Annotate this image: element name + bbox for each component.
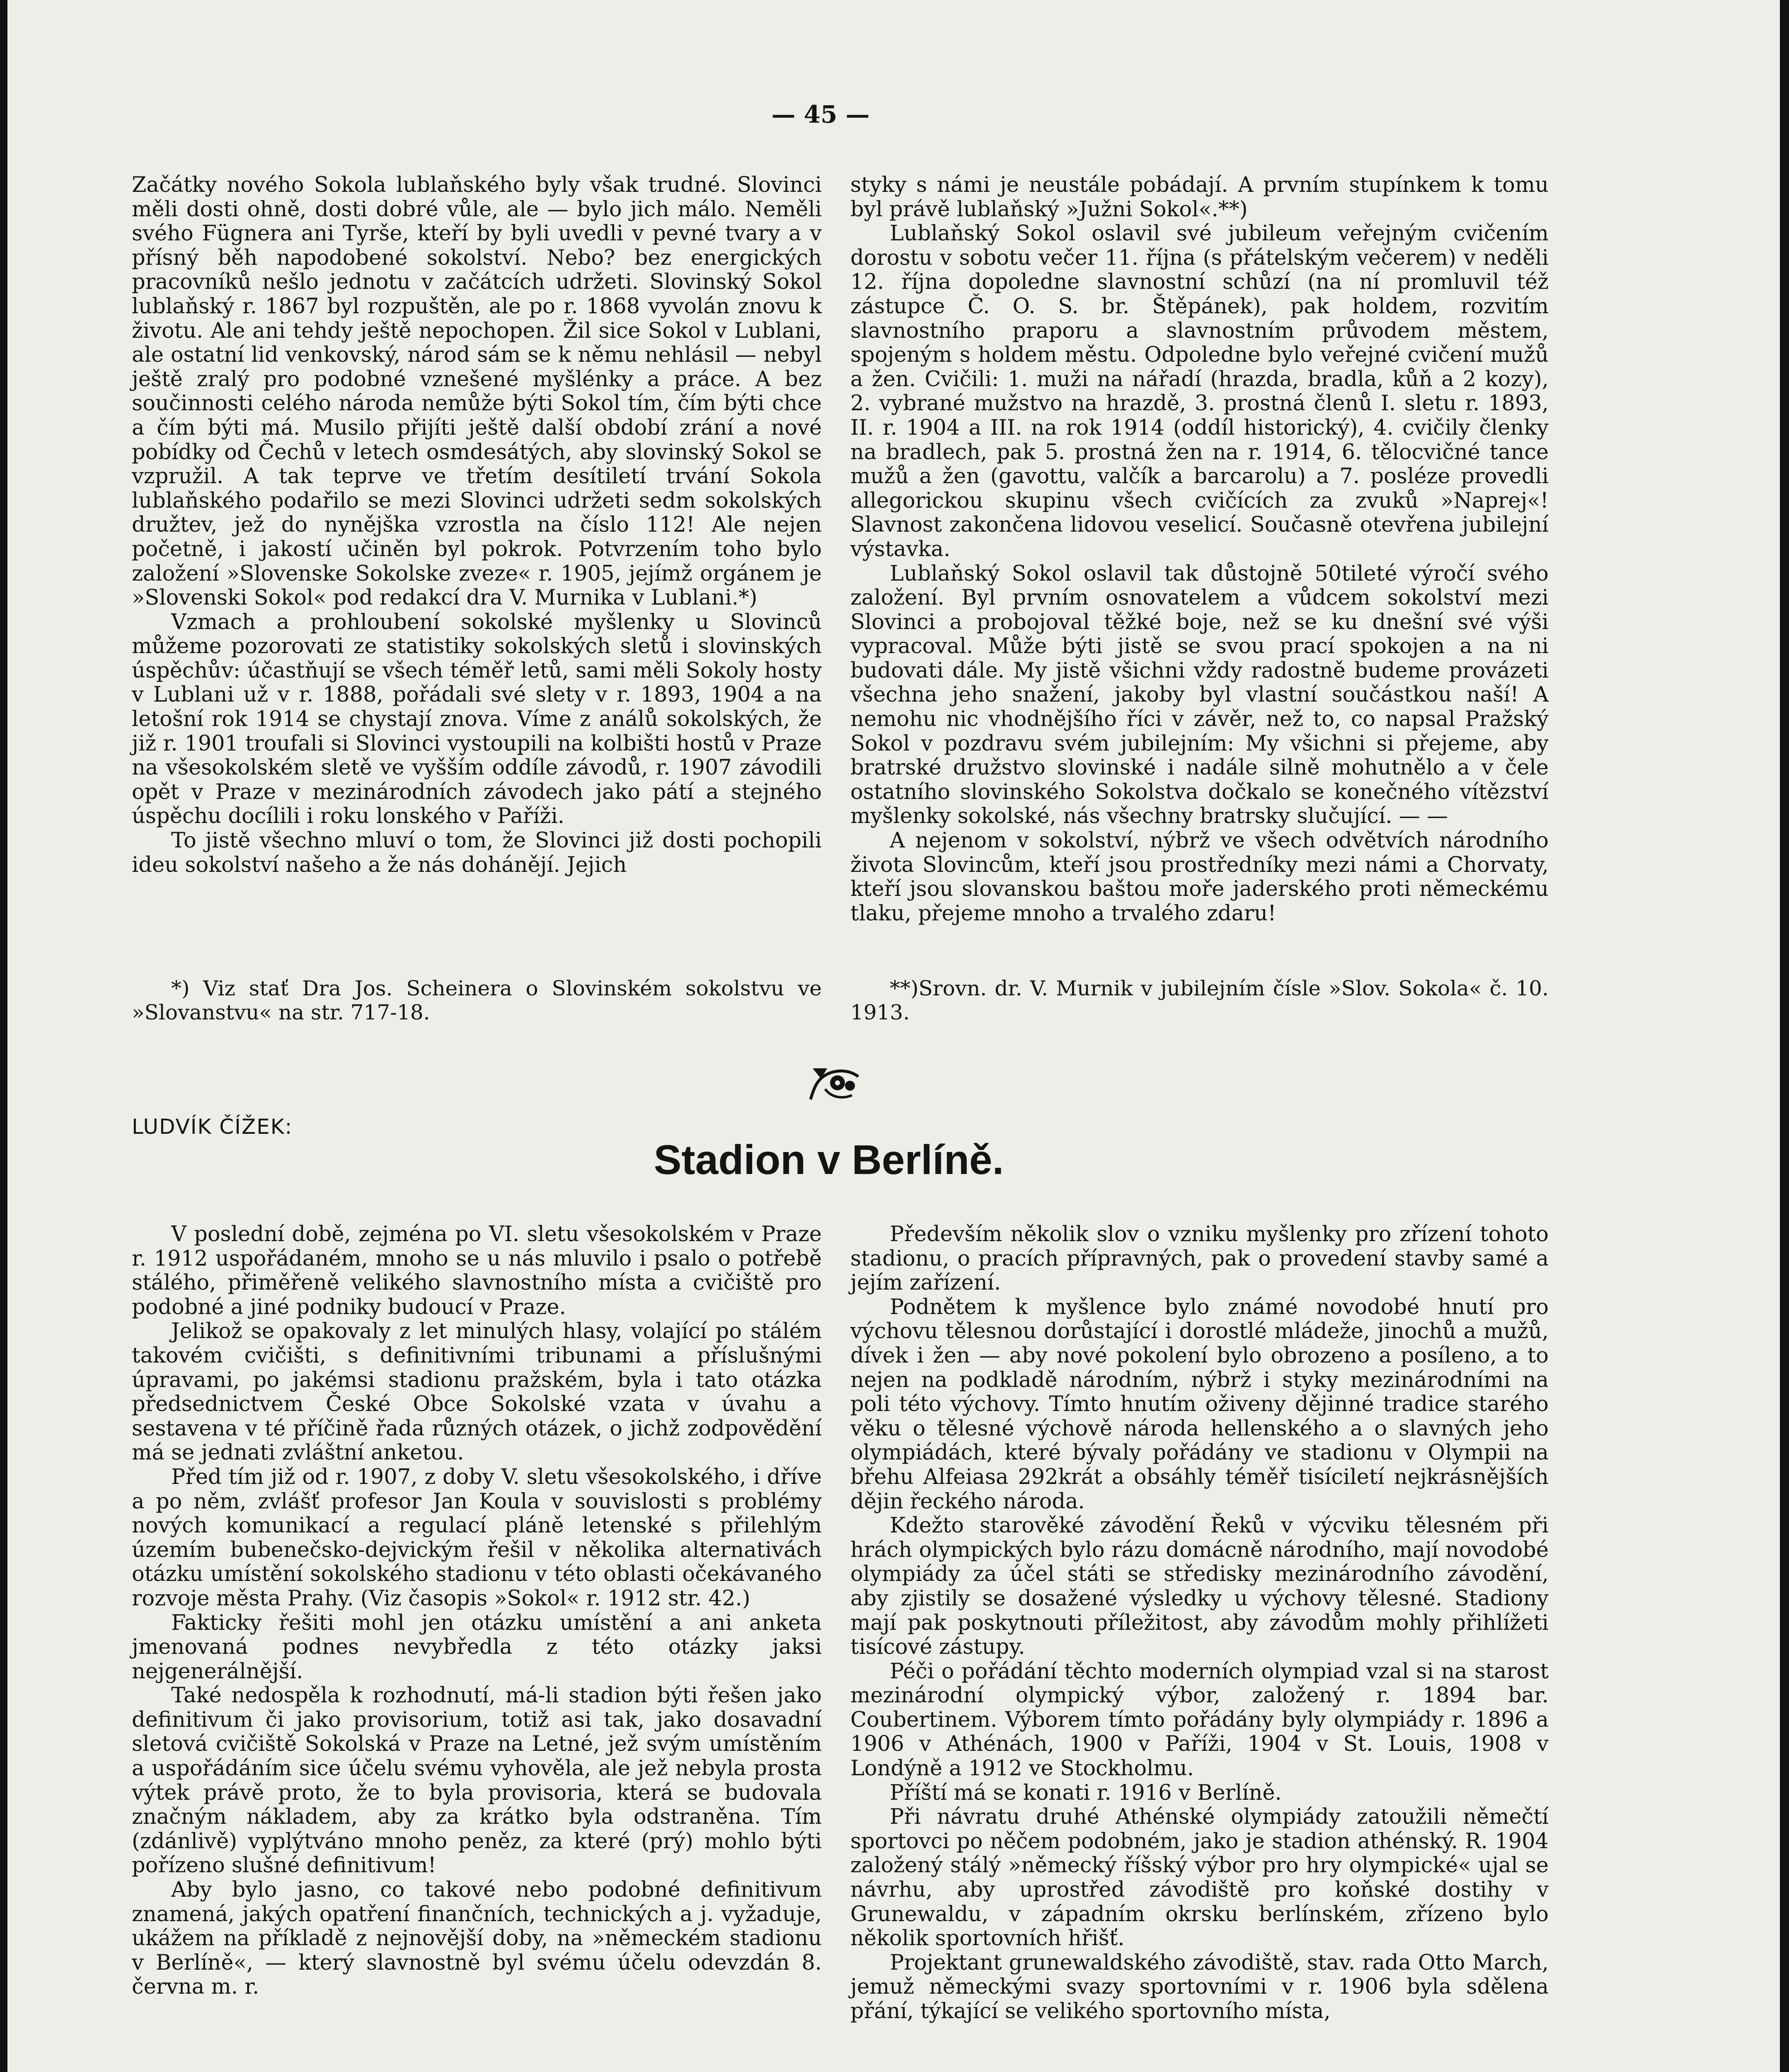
paragraph: To jistě všechno mluví o tom, že Slovinci již dosti pochopili ideu sokolství našeho a že nás dohánějí. Jejich xyxy=(132,828,822,877)
author-name: LUDVÍK ČÍŽEK: xyxy=(132,1115,293,1139)
paragraph: Aby bylo jasno, co takové nebo podobné definitivum znamená, jakých opatření finančních, technických a j. vyžaduje, ukážem na příkladě z nejnovější doby, na »německém stadionu v Berlíně«, — který slavnostně byl svému účelu odevzdán 8. června m. r. xyxy=(132,1878,822,1999)
column-bottom-left xyxy=(132,1222,822,1999)
paragraph: Také nedospěla k rozhodnutí, má-li stadion býti řešen jako definitivum či jako provisorium, totiž asi tak, jako dosavadní sletová cvičiště Sokolská v Praze na Letné, jež svým umístěním a uspořádáním sice účelu svému vyhověla, ale jež nebyla prosta výtek právě proto, že to byla provisoria, která se budovala značným nákladem, aby za krátko byla odstraněna. Tím (zdánlivě) vyplýtváno mnoho peněz, za které (prý) mohlo býti pořízeno slušné definitivum! xyxy=(132,1683,822,1878)
footnote-right xyxy=(850,976,1549,1024)
article-title: Stadion v Berlíně. xyxy=(654,1137,1004,1183)
column-top-left xyxy=(132,173,822,877)
paragraph: Péči o pořádání těchto moderních olympiad vzal si na starost mezinárodní olympický výbor, založený r. 1894 bar. Coubertinem. Výborem tímto pořádány byly olympiády r. 1896 a 1906 v Athénách, 1900 v Paříži, 1904 v St. Louis, 1908 v Londýně a 1912 ve Stockholmu. xyxy=(850,1659,1549,1781)
paragraph: Lublaňský Sokol oslavil své jubileum veřejným cvičením dorostu v sobotu večer 11. října (s přátelským večerem) v neděli 12. října dopoledne slavnostní schůzí (na ní promluvil též zástupce Č. O. S. br. Štěpánek), pak holdem, rozvitím slavnostního praporu a slavnostním průvodem městem, spojeným s holdem městu. Odpoledne bylo veřejné cvičení mužů a žen. Cvičili: 1. muži na nářadí (hrazda, bradla, kůň a 2 kozy), 2. vybrané mužstvo na hrazdě, 3. prostná členů I. sletu r. 1893, II. r. 1904 a III. na rok 1914 (oddíl historický), 4. cvičily členky na bradlech, pak 5. prostná žen na r. 1914, 6. tělocvičné tance mužů a žen (gavottu, valčík a barcarolu) a 7. posléze provedli allegorickou skupinu všech cvičících za zvuků »Naprej«! Slavnost zakončena lidovou veselicí. Současně otevřena jubilejní výstavka. xyxy=(850,221,1549,562)
paragraph: Vzmach a prohloubení sokolské myšlenky u Slovinců můžeme pozorovati ze statistiky sokolských sletů i slovinských úspěchův: účastňují se všech téměř letů, sami měli Sokoly hosty v Lublani už v r. 1888, pořádali své slety v r. 1893, 1904 a na letošní rok 1914 se chystají znova. Víme z análů sokolských, že již r. 1901 troufali si Slovinci vystoupili na kolbišti hostů v Praze na všesokolském sletě ve vyšším oddíle závodů, r. 1907 závodili opět v Praze v mezinárodních závodech jako pátí a stejného úspěchu docílili i roku lonského v Paříži. xyxy=(132,610,822,829)
paragraph: Především několik slov o vzniku myšlenky pro zřízení tohoto stadionu, o pracích přípravných, pak o provedení stavby samé a jejím zařízení. xyxy=(850,1222,1549,1295)
paragraph: Před tím již od r. 1907, z doby V. sletu všesokolského, i dříve a po něm, zvlášť profesor Jan Koula v souvislosti s problémy nových komunikací a regulací pláně letenské s přilehlým územím bubenečsko-dejvickým řešil v několika alternativách otázku umístění sokolského stadionu v této oblasti očekávaného rozvoje města Prahy. (Viz časopis »Sokol« r. 1912 str. 42.) xyxy=(132,1464,822,1611)
scan-border-right xyxy=(1780,0,1789,2072)
paragraph: Příští má se konati r. 1916 v Berlíně. xyxy=(890,1780,1282,1805)
paragraph: Jelikož se opakovaly z let minulých hlasy, volající po stálém takovém cvičišti, s definitivními tribunami a příslušnými úpravami, po jakémsi stadionu pražském, byla i tato otázka předsednictvem České Obce Sokolské vzata v úvahu a sestavena v té příčině řada různých otázek, o jichž zodpovědění má se jednati zvláštní anketou. xyxy=(132,1319,822,1465)
paragraph: V poslední době, zejména po VI. sletu všesokolském v Praze r. 1912 uspořádaném, mnoho se u nás mluvilo i psalo o potřebě stálého, přiměřeně velikého slavnostního místa a cvičiště pro podobné a jiné podniky budoucí v Praze. xyxy=(132,1222,822,1319)
paragraph: Lublaňský Sokol oslavil tak důstojně 50tileté výročí svého založení. Byl prvním osnovatelem a vůdcem sokolství mezi Slovinci a probojoval těžké boje, než se ku dnešní své výši vypracoval. Může býti jistě se svou prací spokojen a na ni budovati dále. My jistě všichni vždy radostně budeme provázeti všechna jeho snažení, jakoby byl vlastní součástkou naší! A nemohu nic vhodnějšího říci v závěr, než to, co napsal Pražský Sokol v pozdravu svém jubilejním: My všichni si přejeme, aby bratrské družstvo slovinské i nadále silně mohutnělo a v čele ostatního slovinského Sokolstva dočkalo se konečného vítězství myšlenky sokolské, nás všechny bratrsky slučující. — — xyxy=(850,561,1549,829)
paragraph: Při návratu druhé Athénské olympiády zatoužili němečtí sportovci po něčem podobném, jako je stadion athénský. R. 1904 založený stálý »německý říšský výbor pro hry olympické« ujal se návrhu, aby uprostřed závodiště pro koňské dostihy v Grunewaldu, v západním okrsku berlínském, zřízeno bylo několik sportovních hřišť. xyxy=(850,1805,1549,1951)
page-number: — 45 — xyxy=(771,100,870,128)
paragraph: Projektant grunewaldského závodiště, stav. rada Otto March, jemuž německými svazy sportovními v r. 1906 byla sdělena přání, týkající se velikého sportovního místa, xyxy=(850,1950,1549,2024)
paragraph: Podnětem k myšlence bylo známé novodobé hnutí pro výchovu tělesnou dorůstající i dorostlé mládeže, jinochů a mužů, dívek i žen — aby nové pokolení bylo obrozeno a posíleno, a to nejen na podkladě národním, nýbrž i styky mezinárodními na poli této výchovy. Tímto hnutím oživeny dějinné tradice starého věku o tělesné výchově národa hellenského a o slavných jeho olympiádách, které bývaly pořádány ve stadionu v Olympii na břehu Alfeiasa 292krát a obsáhly téměř tisíciletí nejkrásnějších dějin řeckého národa. xyxy=(850,1295,1549,1514)
paragraph: Začátky nového Sokola lublaňského byly však trudné. Slovinci měli dosti ohně, dosti dobré vůle, ale — bylo jich málo. Neměli svého Fügnera ani Tyrše, kteří by byli uvedli v pevné tvary a v přísný běh napodobené sokolství. Nebo? bez energických pracovníků nešlo jednotu v začátcích udržeti. Slovinský Sokol lublaňský r. 1867 byl rozpuštěn, ale po r. 1868 vyvolán znovu k životu. Ale ani tehdy ještě nepochopen. Žil sice Sokol v Lublani, ale ostatní lid venkovský, národ sám se k němu nehlásil — nebyl ještě zralý pro podobné vznešené myšlénky a práce. A bez součinnosti celého národa nemůže býti Sokol tím, čím býti chce a čím býti má. Musilo přijíti ještě další období zrání a nové pobídky od Čechů v letech osmdesátých, aby slovinský Sokol se vzpružil. A tak teprve ve třetím desítiletí trvání Sokola lublaňského podařilo se mezi Slovinci udržeti sedm sokolských družtev, jež do nynějška vzrostla na číslo 112! Ale nejen početně, i jakostí učiněn byl pokrok. Potvrzením toho bylo založení »Slovenske Sokolske zveze« r. 1905, jejímž orgánem je »Slovenski Sokol« pod redakcí dra V. Murnika v Lublani.*) xyxy=(132,173,822,610)
paragraph: styky s námi je neustále pobádají. A prvním stupínkem k tomu byl právě lublaňský »Južni Sokol«.**) xyxy=(850,173,1549,222)
paragraph: Kdežto starověké závodění Řeků v výcviku tělesném při hrách olympických bylo rázu domácně národního, mají novodobé olympiády za účel státi se středisky mezinárodního závodění, aby zjistily se dosažené výsledky u výchovy tělesné. Stadiony mají pak poskytnouti příležitost, aby závodům mohly přihlížeti tisícové zástupy. xyxy=(850,1513,1549,1660)
column-top-right xyxy=(850,173,1549,926)
footnote-left xyxy=(132,976,822,1024)
column-bottom-right xyxy=(850,1222,1549,2024)
scan-border-left xyxy=(0,0,7,2072)
paragraph: A nejenom v sokolství, nýbrž ve všech odvětvích národního života Slovincům, kteří jsou prostředníky mezi námi a Chorvaty, kteří jsou slovanskou baštou moře jaderského proti německému tlaku, přejeme mnoho a trvalého zdaru! xyxy=(850,828,1549,926)
paragraph: Fakticky řešiti mohl jen otázku umístění a ani anketa jmenovaná podnes nevybředla z této otázky jaksi nejgenerálnější. xyxy=(132,1610,822,1684)
footnote-text: *) Viz stať Dra Jos. Scheinera o Slovinském sokolstvu ve »Slovanstvu« na str. 717-18. xyxy=(132,976,822,1024)
floral-ornament-icon xyxy=(802,1060,864,1106)
footnote-text: **)Srovn. dr. V. Murnik v jubilejním čísle »Slov. Sokola« č. 10. 1913. xyxy=(850,976,1549,1024)
